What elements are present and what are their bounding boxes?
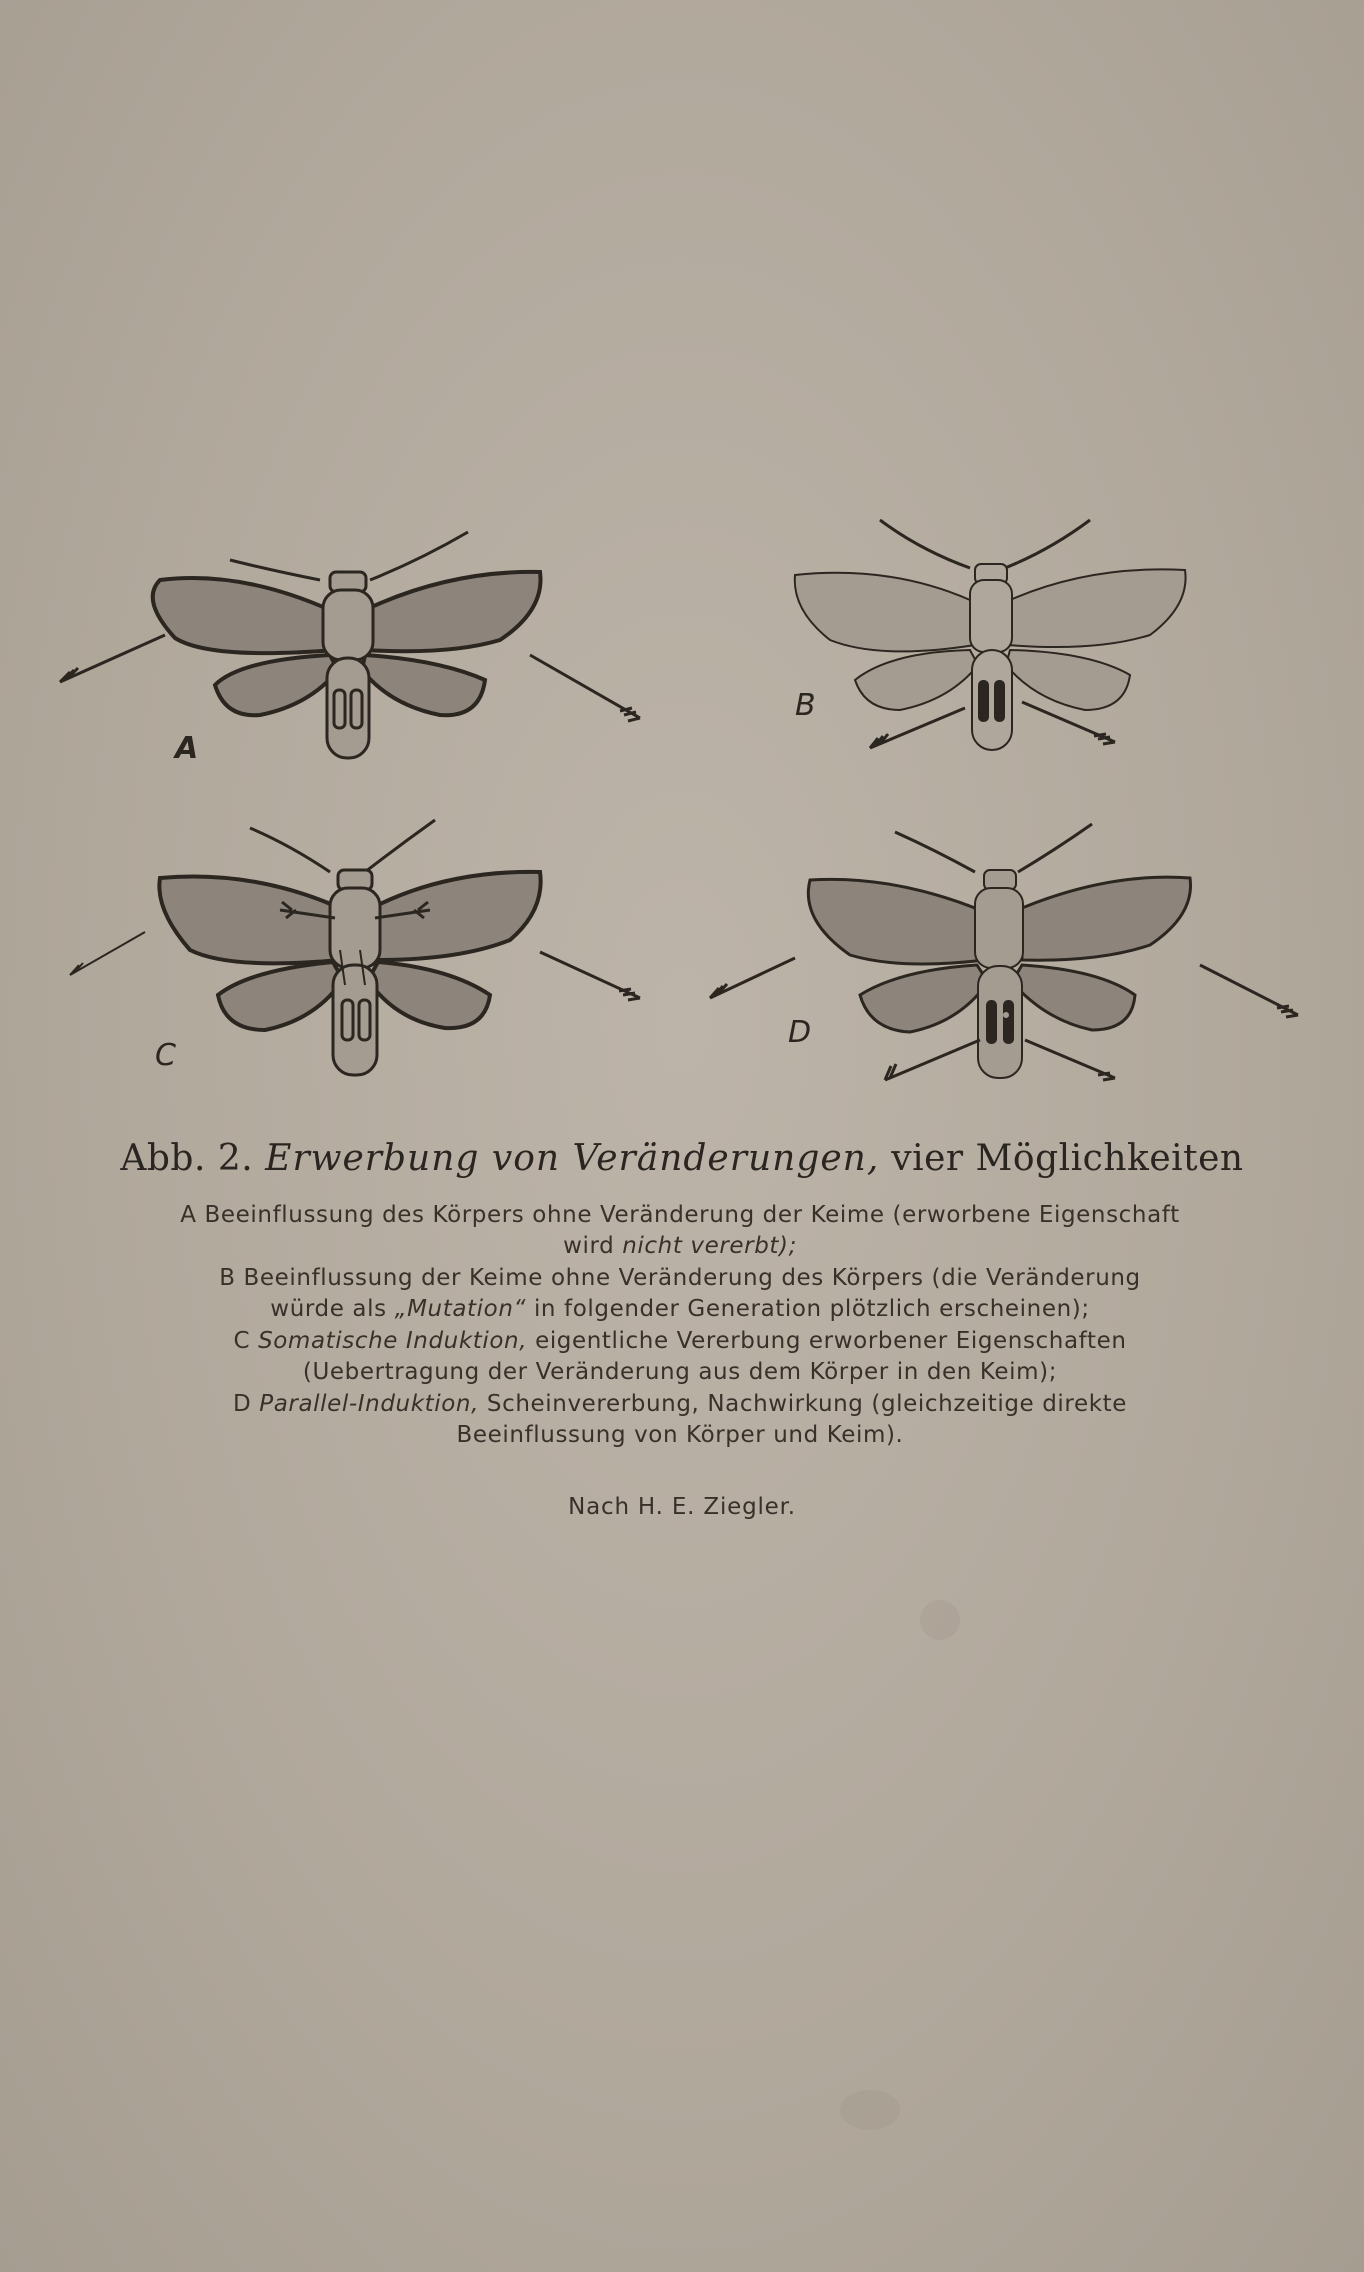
panel-label-c: C bbox=[155, 1038, 176, 1073]
item-text: Scheinvererbung, Nachwirkung (gleichzeitige direkte Beeinflussung von Körper und Keim). bbox=[456, 1391, 1127, 1448]
panel-label-b: B bbox=[795, 688, 816, 723]
item-text: eigentliche Vererbung erworbener Eigenschaften (Uebertragung der Veränderung aus dem Körper in den Keim); bbox=[302, 1328, 1127, 1385]
moth-panel-a bbox=[40, 490, 660, 790]
caption-suffix: vier Möglichkeiten bbox=[891, 1138, 1244, 1179]
moth-panel-d bbox=[700, 810, 1320, 1110]
item-after: in folgender Generation plötzlich erscheinen); bbox=[533, 1296, 1090, 1322]
panel-label-d: D bbox=[788, 1015, 812, 1050]
moth-c-drawing bbox=[50, 810, 670, 1110]
paper-stain bbox=[840, 2090, 900, 2130]
caption-item-b bbox=[180, 1263, 1180, 1325]
item-text: Beeinflussung des Körpers ohne Veränderung der Keime (erworbene Eigenschaft wird bbox=[204, 1202, 1180, 1259]
figure bbox=[0, 470, 1364, 1110]
moth-a-drawing bbox=[40, 490, 660, 790]
item-emphasis: Somatische Induktion, bbox=[258, 1328, 528, 1354]
figure-credit: Nach H. E. Ziegler. bbox=[568, 1494, 796, 1520]
caption-item-a bbox=[180, 1200, 1180, 1262]
moth-panel-c bbox=[50, 810, 670, 1110]
item-key: A bbox=[180, 1202, 197, 1228]
caption-body bbox=[180, 1200, 1180, 1452]
caption-item-d bbox=[180, 1389, 1180, 1451]
item-emphasis: „Mutation“ bbox=[394, 1296, 527, 1322]
item-text: Beeinflussung der Keime ohne Veränderung des Körpers (die Veränderung würde als bbox=[243, 1265, 1141, 1322]
item-key: B bbox=[219, 1265, 236, 1291]
panel-label-a: A bbox=[175, 731, 199, 766]
item-key: D bbox=[233, 1391, 252, 1417]
caption-item-c bbox=[180, 1326, 1180, 1388]
caption-prefix: Abb. 2. bbox=[120, 1138, 254, 1179]
moth-d-drawing bbox=[700, 810, 1320, 1110]
paper-stain bbox=[920, 1600, 960, 1640]
item-emphasis: nicht vererbt); bbox=[622, 1233, 797, 1259]
caption-emphasis: Erwerbung von Veränderungen, bbox=[265, 1138, 880, 1179]
moth-panel-b bbox=[720, 480, 1240, 780]
item-key: C bbox=[233, 1328, 251, 1354]
item-emphasis: Parallel-Induktion, bbox=[259, 1391, 479, 1417]
moth-b-drawing bbox=[720, 480, 1240, 780]
caption-title bbox=[60, 1138, 1304, 1179]
